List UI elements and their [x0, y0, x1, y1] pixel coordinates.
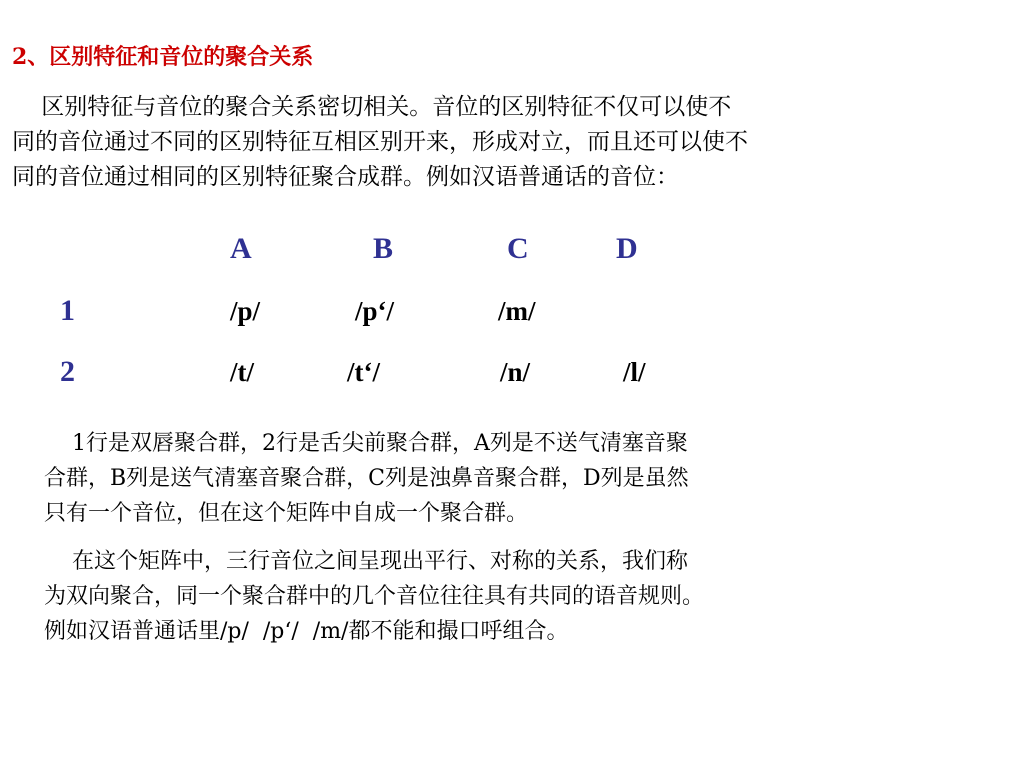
conclusion-line: 为双向聚合，同一个聚合群中的几个音位往往具有共同的语音规则。 — [44, 584, 705, 609]
conclusion-paragraph — [44, 544, 924, 649]
matrix-cell: /t/ — [230, 357, 254, 387]
matrix-cell: /m/ — [498, 296, 536, 326]
matrix-column-d: D — [616, 232, 638, 265]
matrix-column-b: B — [373, 232, 394, 265]
intro-line: 同的音位通过相同的区别特征聚合成群。例如汉语普通话的音位： — [12, 164, 679, 190]
matrix-column-c: C — [507, 232, 529, 265]
matrix-cell: /l/ — [623, 357, 646, 387]
matrix-cell: /n/ — [500, 357, 531, 387]
explanation-line: 只有一个音位，但在这个矩阵中自成一个聚合群。 — [44, 501, 529, 526]
section-heading: 2、区别特征和音位的聚合关系 — [12, 44, 314, 70]
intro-paragraph — [12, 90, 937, 195]
matrix-column-a: A — [230, 232, 252, 265]
matrix-cell: /p/ — [230, 296, 261, 326]
intro-line: 同的音位通过不同的区别特征互相区别开来，形成对立，而且还可以使不 — [12, 129, 748, 155]
matrix-cell: /t‘/ — [347, 357, 380, 387]
intro-line: 区别特征与音位的聚合关系密切相关。音位的区别特征不仅可以使不 — [12, 94, 732, 120]
explanation-paragraph — [44, 426, 924, 531]
matrix-row-label-1: 1 — [60, 294, 75, 327]
explanation-line: 合群，B列是送气清塞音聚合群，C列是浊鼻音聚合群，D列是虽然 — [44, 466, 689, 491]
matrix-cell: /p‘/ — [355, 296, 395, 326]
explanation-line: 1行是双唇聚合群，2行是舌尖前聚合群，A列是不送气清塞音聚 — [44, 431, 688, 456]
conclusion-line: 在这个矩阵中，三行音位之间呈现出平行、对称的关系，我们称 — [44, 549, 688, 574]
conclusion-line: 例如汉语普通话里/p/ /p‘/ /m/都不能和撮口呼组合。 — [44, 619, 569, 644]
matrix-row-label-2: 2 — [60, 355, 75, 388]
